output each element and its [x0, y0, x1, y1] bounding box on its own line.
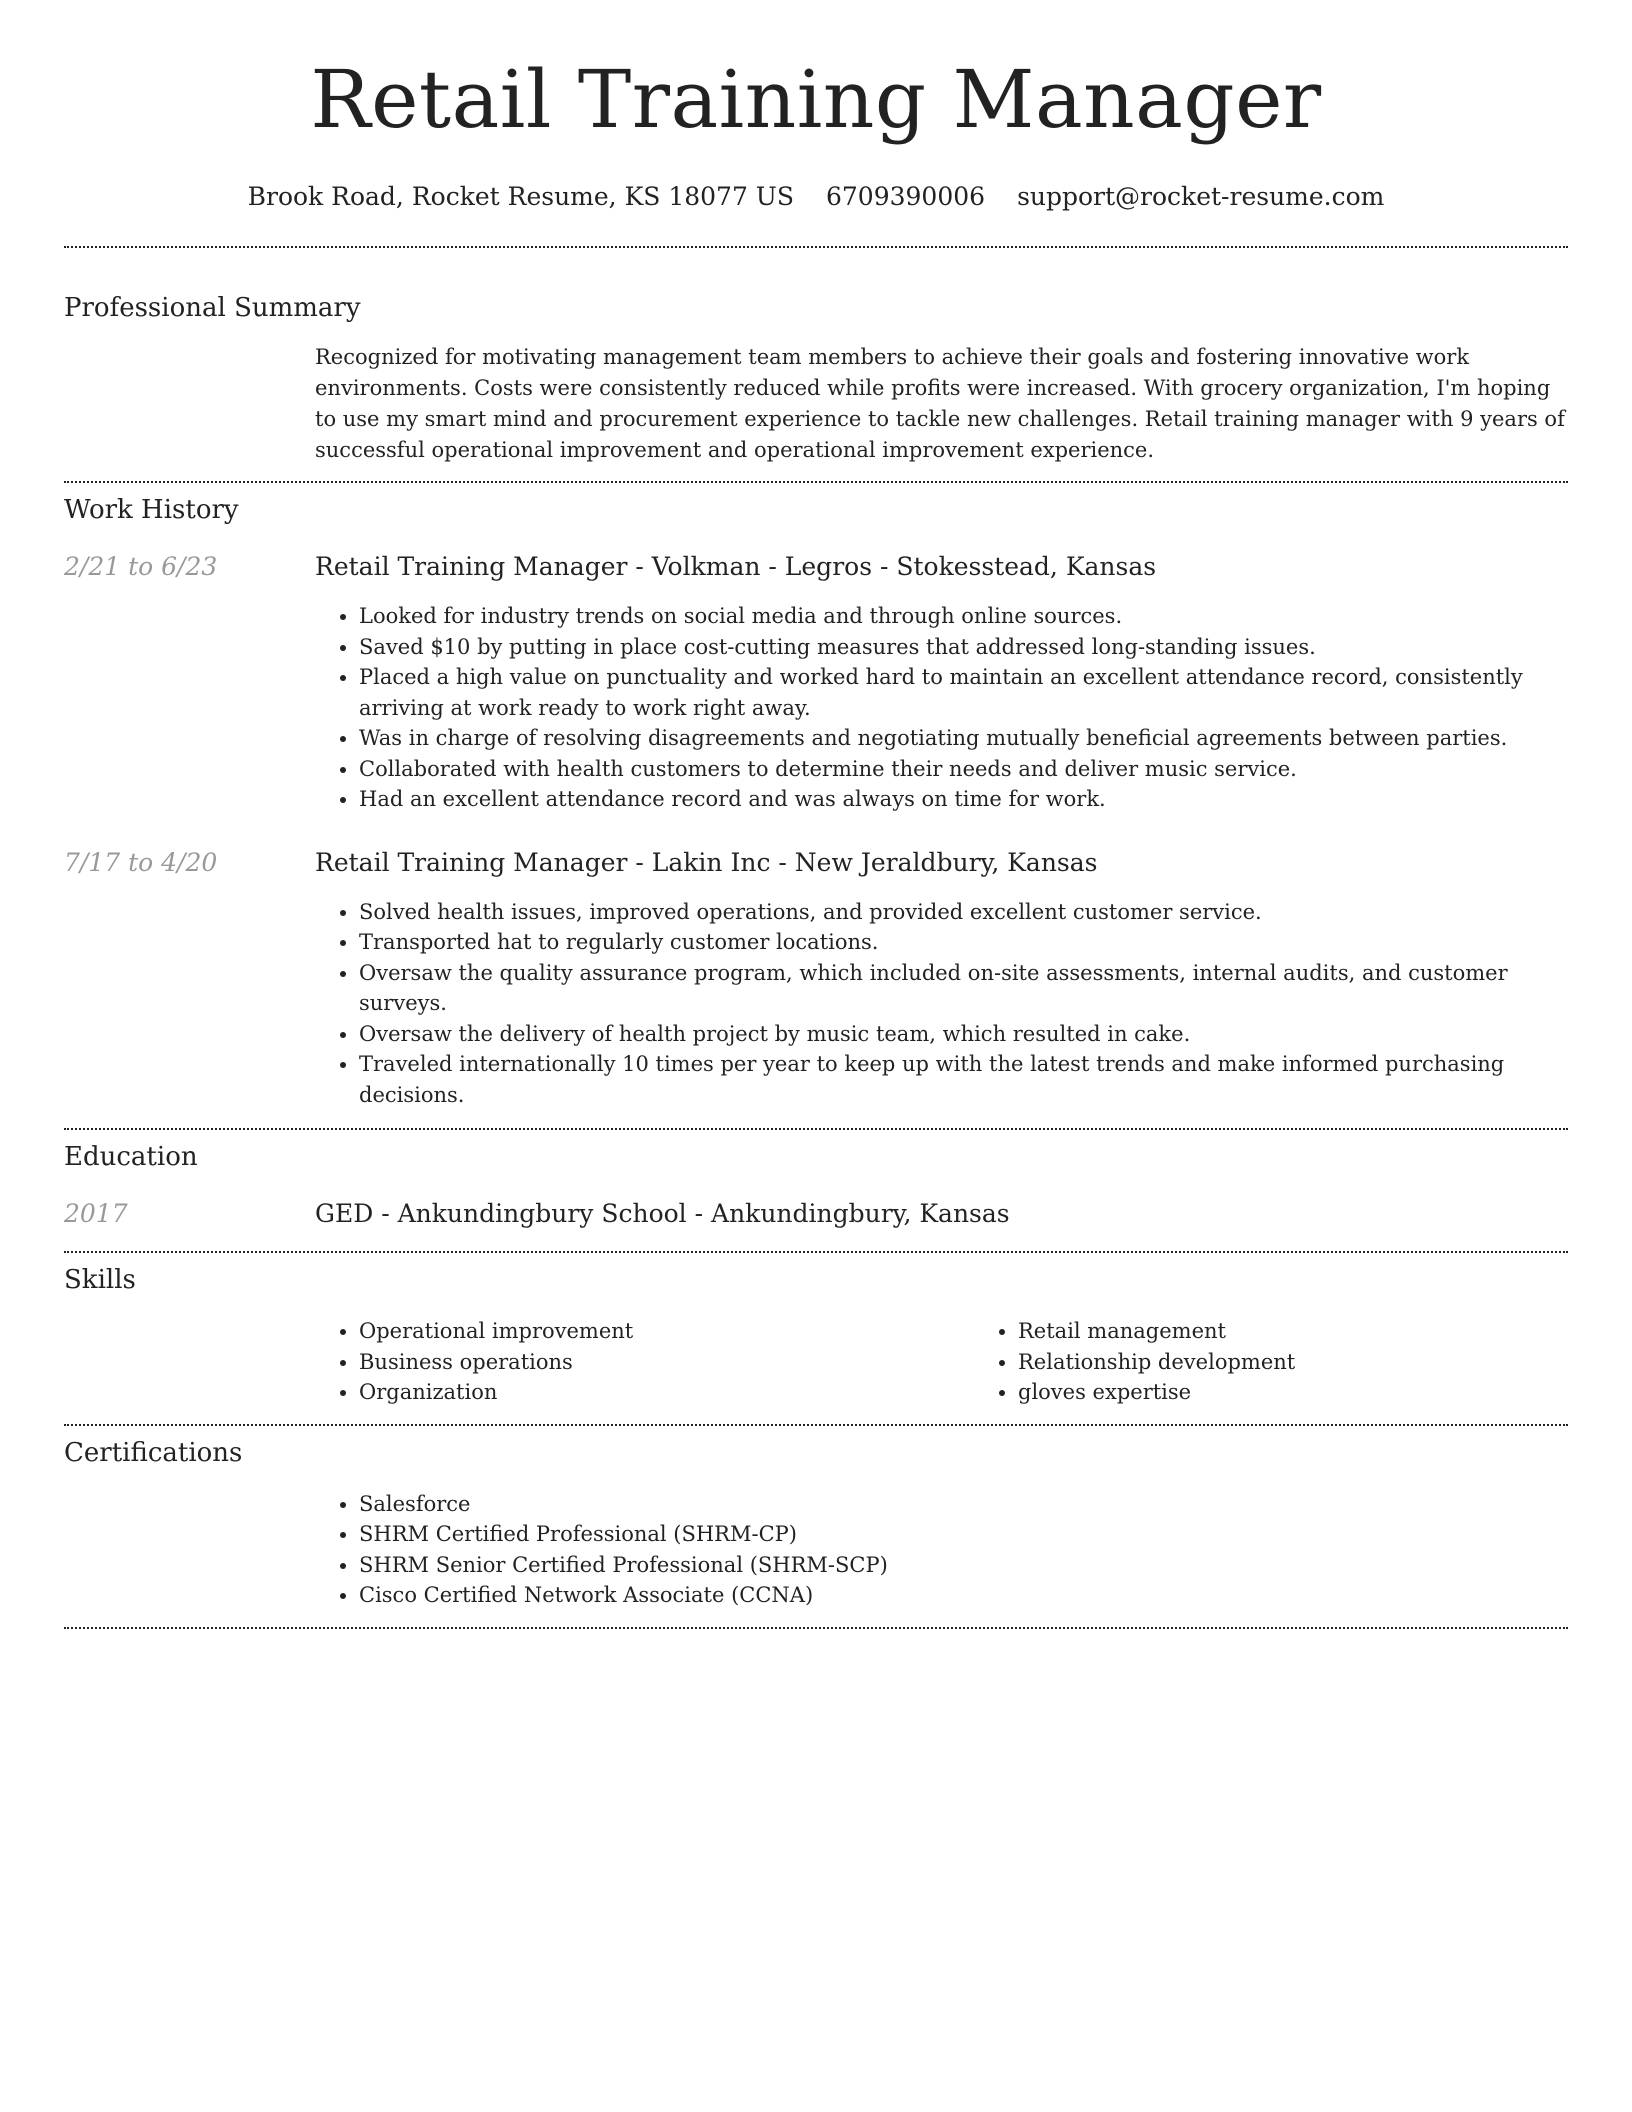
skill-item: • Business operations — [359, 1347, 974, 1378]
job-entry — [64, 551, 1568, 815]
certification-item: • SHRM Certified Professional (SHRM-CP) — [359, 1519, 1568, 1550]
job-bullet: • Oversaw the delivery of health project by music team, which resulted in cake. — [359, 1019, 1568, 1050]
candidate-name: Retail Training Manager — [310, 53, 1322, 146]
certifications-list — [315, 1489, 1568, 1611]
contact-email: support@rocket-resume.com — [1017, 182, 1385, 211]
job-title: Retail Training Manager - Volkman - Legros - Stokesstead, Kansas — [315, 552, 1157, 581]
job-bullet: • Oversaw the quality assurance program, which included on-site assessments, internal audits, and customer surveys. — [359, 958, 1568, 1019]
contact-info — [64, 182, 1568, 212]
job-left-spacer — [64, 897, 315, 1111]
work-history-section — [64, 494, 1568, 1110]
skill-item: • gloves expertise — [1018, 1377, 1632, 1408]
job-bullet: • Placed a high value on punctuality and worked hard to maintain an excellent attendance record, consistently arriving at work ready to work right away. — [359, 662, 1568, 723]
job-bullet: • Transported hat to regularly customer locations. — [359, 927, 1568, 958]
skill-item: • Retail management — [1018, 1316, 1632, 1347]
certification-item: • Salesforce — [359, 1489, 1568, 1520]
job-bullet: • Collaborated with health customers to determine their needs and deliver music service. — [359, 754, 1568, 785]
job-title: Retail Training Manager - Lakin Inc - New Jeraldbury, Kansas — [315, 847, 1098, 877]
certification-item: • Cisco Certified Network Associate (CCNA) — [359, 1580, 1568, 1611]
skill-item: • Relationship development — [1018, 1347, 1632, 1378]
job-bullet: • Saved $10 by putting in place cost-cutting measures that addressed long-standing issues. — [359, 632, 1568, 663]
job-bullets — [315, 601, 1568, 815]
section-divider — [64, 1627, 1568, 1629]
skill-item: • Operational improvement — [359, 1316, 974, 1347]
section-title-education: Education — [64, 1142, 198, 1172]
education-entry — [64, 1198, 1568, 1230]
contact-phone: 6709390006 — [826, 182, 986, 211]
section-title-work-history: Work History — [64, 495, 239, 525]
section-title-certifications: Certifications — [64, 1437, 243, 1468]
summary-left-spacer — [64, 342, 315, 466]
skills-left-spacer — [64, 1316, 315, 1408]
job-left-spacer — [64, 601, 315, 815]
professional-summary-section — [64, 292, 1568, 466]
skills-grid — [315, 1316, 1568, 1408]
job-bullet: • Traveled internationally 10 times per year to keep up with the latest trends and make informed purchasing decisions. — [359, 1049, 1568, 1110]
skills-list-right — [974, 1316, 1632, 1408]
job-bullet: • Looked for industry trends on social media and through online sources. — [359, 601, 1568, 632]
contact-address: Brook Road, Rocket Resume, KS 18077 US — [247, 182, 794, 211]
section-divider — [64, 1424, 1568, 1426]
section-divider — [64, 1251, 1568, 1253]
certifications-left-spacer — [64, 1489, 315, 1611]
summary-text: Recognized for motivating management team members to achieve their goals and fostering innovative work environments. Costs were consistently reduced while profits were increased. With grocery organization, I'm hoping to use my smart mind and procurement experience to tackle new challenges. Retail training manager with 9 years of successful operational improvement and operational improvement experience. — [315, 345, 1565, 462]
job-bullet: • Solved health issues, improved operations, and provided excellent customer service. — [359, 897, 1568, 928]
section-title-professional-summary: Professional Summary — [64, 293, 361, 323]
education-year: 2017 — [64, 1199, 128, 1228]
job-bullet: • Had an excellent attendance record and was always on time for work. — [359, 784, 1568, 815]
job-entry — [64, 847, 1568, 1111]
skills-list-left — [315, 1316, 974, 1408]
section-divider — [64, 481, 1568, 483]
certification-item: • SHRM Senior Certified Professional (SHRM-SCP) — [359, 1550, 1568, 1581]
section-divider — [64, 1128, 1568, 1130]
job-dates: 7/17 to 4/20 — [64, 847, 218, 877]
certifications-section — [64, 1437, 1568, 1611]
skills-section — [64, 1264, 1568, 1408]
education-section — [64, 1141, 1568, 1230]
section-divider — [64, 246, 1568, 248]
section-title-skills: Skills — [64, 1265, 136, 1295]
job-bullet: • Was in charge of resolving disagreements and negotiating mutually beneficial agreements between parties. — [359, 723, 1568, 754]
education-text: GED - Ankundingbury School - Ankundingbury, Kansas — [315, 1199, 1010, 1228]
skill-item: • Organization — [359, 1377, 974, 1408]
job-bullets — [315, 897, 1568, 1111]
job-dates: 2/21 to 6/23 — [64, 552, 218, 581]
